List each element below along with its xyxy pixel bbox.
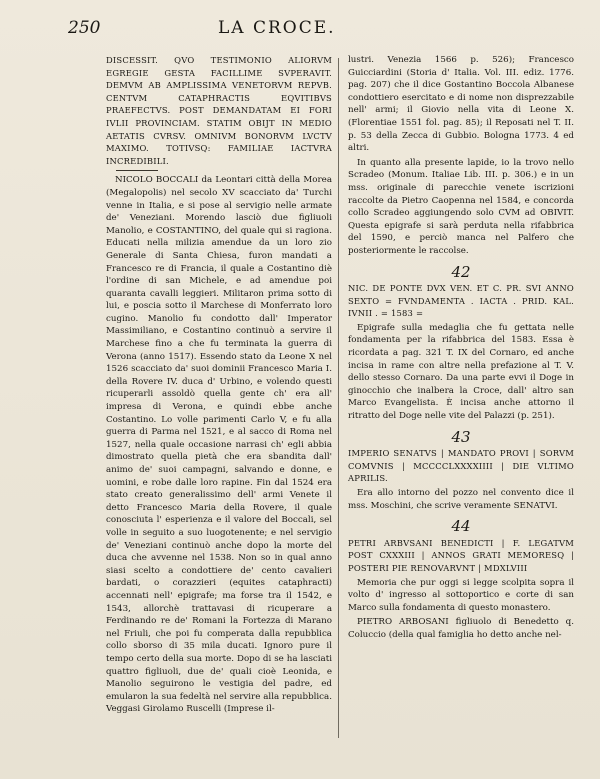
left-column xyxy=(106,54,332,718)
entry-number-44: 44 xyxy=(451,517,471,536)
page-number: 250 xyxy=(68,18,101,38)
inscription-44: PETRI ARBVSANI BENEDICTI | F. LEGATVM POST CXXXIII | ANNOS GRATI MEMORESQ | POSTERI PIE RENOVARVNT | MDXLVIII xyxy=(348,537,574,573)
inscription-continued: DISCESSIT. QVO TESTIMONIO ALIORVM EGREGIE GESTA FACILLIME SVPERAVIT. DEMVM AB AMPLISSIMA VENETORVM REPVB. CENTVM CATAPHRACTIS EQVITIBVS PRAEFECTVS. POST DEMANDATAM EI FORI IVLII PROVINCIAM. STATIM OBIJT IN MEDIO AETATIS CVRSV. OMNIVM BONORVM LVCTV MAXIMO. TOTIVSQ: FAMILIAE IACTVRA INCREDIBILI. xyxy=(106,55,332,166)
closing-paragraph: PIETRO ARBOSANI figliuolo di Benedetto q. Coluccio (della qual famiglia ho detto anche nel- xyxy=(348,617,574,640)
commentary-42: Epigrafe sulla medaglia che fu gettata nelle fondamenta per la rifabbrica del 1583. Essa è ricordata a pag. 321 T. IX del Cornaro, ed anche incisa in rame con altre nella prefazione al T. V. dello stesso Cornaro. Da una parte evvi il Doge in ginocchio che inalbera la Croce, dall' altro san Marco Evangelista. È incisa anche attorno il ritratto del Doge nelle vite del Palazzi (p. 251). xyxy=(348,322,574,422)
inscription-43: IMPERIO SENATVS | MANDATO PROVI | SORVM COMVNIS | MCCCCLXXXXIIII | DIE VLTIMO APRILIS. xyxy=(348,448,574,484)
inscription-42: NIC. DE PONTE DVX VEN. ET C. PR. SVI ANNO SEXTO = FVNDAMENTA . IACTA . PRID. KAL. IVNII . = 1583 = xyxy=(348,283,574,319)
right-column xyxy=(348,54,574,644)
commentary-44: Memoria che pur oggi si legge scolpita sopra il volto d' ingresso al sottoportico e corte di san Marco sulla fondamenta di questo monastero. xyxy=(348,577,574,613)
entry-number-43: 43 xyxy=(451,427,471,446)
citation-text: lustri. Venezia 1566 p. 526); Francesco Guicciardini (Storia d' Italia. Vol. III. ediz. 1776. pag. 207) che il dice Gostantino Boccola Albanese condottiero esercitato e di nome non disprezzabile nell' armi; il Giovio nella vita di Leone X. (Florentiae 1551 fol. pag. 85); il Reposati nel T. II. p. 53 della Zecca di Gubbio. Bologna 1773. 4 ed altri. xyxy=(348,55,574,154)
column-divider xyxy=(338,58,339,738)
entry-number-42: 42 xyxy=(451,262,471,281)
separator-rule xyxy=(116,170,158,171)
biography-paragraph: NICOLO BOCCALI da Leontari città della Morea (Megalopolis) nel secolo XV scacciato da' Turchi venne in Italia, e si pose al servigio nelle armate de' Veneziani. Morendo lasciò due figliuoli Manolio, e COSTANTINO, del quale qui si ragiona. Educati nella milizia amendue da un loro zio Generale di Santa Chiesa, furon mandati a Francesco re di Francia, il quale a Costantino diè l'ordine di san Michele, e ad amendue poi quaranta cavalli leggieri. Militaron prima sotto di lui, e poscia sotto il Marchese di Monferrato loro cugino. Manolio fu condotto dall' Imperator Massimiliano, e Costantino continuò a servire il Marchese fino a che fu terminata la guerra di Verona (anno 1517). Essendo stato da Leone X nel 1526 scacciato da' suoi dominii Francesco Maria I. della Rovere IV. duca d' Urbino, e volendo questi ricuperarli assoldò quella gente ch' era all' impresa di Verona, e quindi ebbe anche Costantino. Lo volle parimenti Carlo V, e fu alla guerra di Parma nel 1521, e al sacco di Roma nel 1527, nella quale occasione narrasi ch' egli abbia dimostrato quella pietà che era sbandita dall' animo de' suoi campagni, salvando e donne, e uomini, e robe dalle loro rapine. Fin dal 1524 era stato creato generalissimo dell' armi Venete il detto Francesco Maria della Rovere, il quale conosciuta l' esperienza e il valore del Boccali, sel volle in seguito a suo luogotenente; e nel servigio de' Veneziani continuò anche dopo la morte del duca che avvenne nel 1538. Non so in qual anno siasi scelto a condottiere de' cento cavalieri bardati, o corazzieri (equites cataphracti) accennati nell' epigrafe; ma forse tra il 1542, e 1543, allorchè trattavasi di ricuperare a Ferdinando re de' Romani la Fortezza di Marano nel Friuli, che poi fu comperata dalla repubblica collo sborso di 35 mila ducati. Ignoro pure il tempo certo della sua morte. Dopo di se ha lasciati quattro figliuoli, due de' quali cioè Leonida, e Manolio seguirono le vestigia del padre, ed emularon la sua fedeltà nel servire alla repubblica. Veggasi Girolamo Ruscelli (Imprese il- xyxy=(106,175,332,715)
commentary-43: Era allo intorno del pozzo nel convento dice il mss. Moschini, che scrive veramente SENATVI. xyxy=(348,488,574,511)
running-title: LA CROCE. xyxy=(218,18,336,38)
page-header xyxy=(68,18,528,44)
lapide-paragraph: In quanto alla presente lapide, io la trovo nello Scradeo (Monum. Italiae Lib. III. p. 306.) e in un mss. originale di parecchie venete iscrizioni raccolte da Pietro Caopenna nel 1584, e concorda collo Scradeo aggiungendo solo CVM ad OBIVIT. Questa epigrafe si sarà perduta nella rifabbrica del 1590, e perciò manca nel Palfero che posteriormente le raccolse. xyxy=(348,157,574,256)
